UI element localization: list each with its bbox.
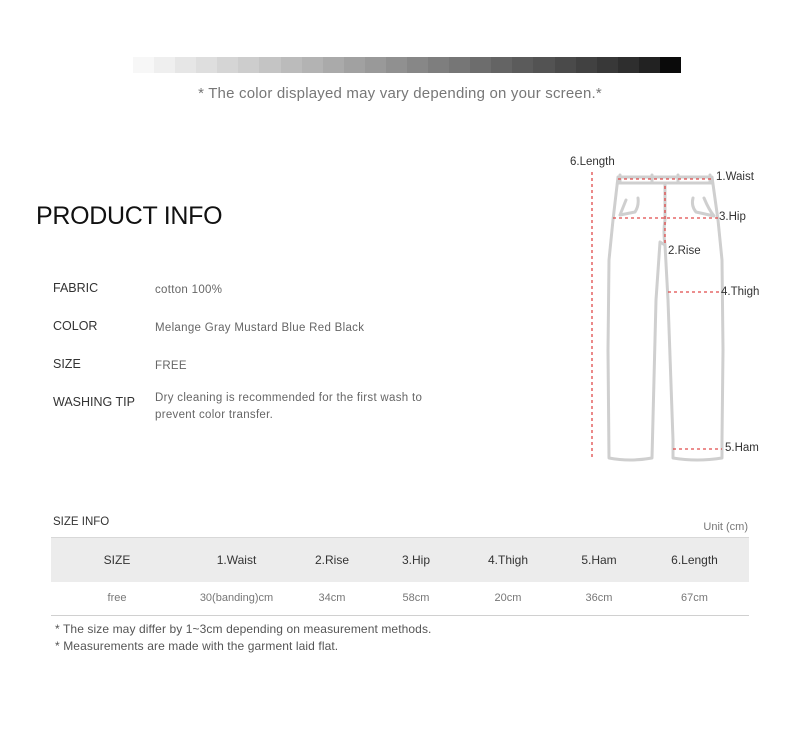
color-disclaimer: * The color displayed may vary depending on your screen.* [198, 85, 602, 102]
table-header-cell: 5.Ham [581, 552, 617, 567]
info-value: FREE [155, 360, 187, 372]
table-cell: 36cm [558, 582, 640, 616]
gradient-swatch [344, 57, 365, 73]
unit-note: Unit (cm) [703, 521, 748, 533]
table-cell: 20cm [458, 582, 558, 616]
info-label: SIZE [53, 357, 81, 371]
gradient-swatch [449, 57, 470, 73]
info-label: FABRIC [53, 281, 99, 295]
gradient-swatch [407, 57, 428, 73]
diagram-label-waist: 1.Waist [716, 171, 754, 183]
gradient-swatch [491, 57, 512, 73]
footnote: * Measurements are made with the garment laid flat. [55, 639, 339, 653]
gradient-swatch [660, 57, 681, 73]
table-header-cell: 3.Hip [401, 552, 430, 567]
gradient-swatch [365, 57, 386, 73]
table-header-cell: 6.Length [671, 552, 718, 567]
table-header-cell: 2.Rise [314, 552, 349, 567]
table-cell: 30(banding)cm [183, 582, 290, 616]
table-cell: free [51, 582, 183, 616]
gradient-swatch [217, 57, 238, 73]
table-row [51, 582, 749, 616]
gradient-swatch [175, 57, 196, 73]
gradient-swatch [386, 57, 407, 73]
gradient-swatch [133, 57, 154, 73]
info-value: cotton 100% [155, 284, 223, 296]
color-gradient-bar [133, 57, 681, 73]
table-cell: 67cm [640, 582, 749, 616]
pants-measurement-diagram [560, 150, 790, 470]
gradient-swatch [618, 57, 639, 73]
size-table-header-row [51, 538, 749, 582]
gradient-swatch [576, 57, 597, 73]
gradient-swatch [470, 57, 491, 73]
table-header-cell: 4.Thigh [487, 552, 529, 567]
footnote: * The size may differ by 1~3cm depending on measurement methods. [55, 622, 432, 636]
gradient-swatch [238, 57, 259, 73]
info-value: Dry cleaning is recommended for the first wash to prevent color transfer. [155, 392, 423, 421]
diagram-label-hip: 3.Hip [719, 211, 746, 223]
size-table [51, 537, 749, 616]
gradient-swatch [428, 57, 449, 73]
table-cell: 34cm [290, 582, 374, 616]
gradient-swatch [597, 57, 618, 73]
table-header-cell: SIZE [103, 552, 131, 567]
diagram-label-rise: 2.Rise [668, 245, 701, 257]
gradient-swatch [281, 57, 302, 73]
info-value: Melange Gray Mustard Blue Red Black [155, 322, 365, 334]
gradient-swatch [323, 57, 344, 73]
gradient-swatch [639, 57, 660, 73]
gradient-swatch [259, 57, 280, 73]
size-info-title: SIZE INFO [53, 516, 110, 528]
diagram-label-ham: 5.Ham [725, 442, 759, 454]
info-label: COLOR [53, 319, 98, 333]
table-header-cell: 1.Waist [216, 552, 257, 567]
diagram-label-length: 6.Length [570, 156, 615, 168]
gradient-swatch [533, 57, 554, 73]
page-title: PRODUCT INFO [36, 202, 223, 230]
gradient-swatch [512, 57, 533, 73]
pants-outline-icon [560, 150, 790, 470]
table-cell: 58cm [374, 582, 458, 616]
gradient-swatch [555, 57, 576, 73]
gradient-swatch [196, 57, 217, 73]
gradient-swatch [154, 57, 175, 73]
gradient-swatch [302, 57, 323, 73]
diagram-label-thigh: 4.Thigh [721, 286, 760, 298]
info-label: WASHING TIP [53, 395, 135, 409]
